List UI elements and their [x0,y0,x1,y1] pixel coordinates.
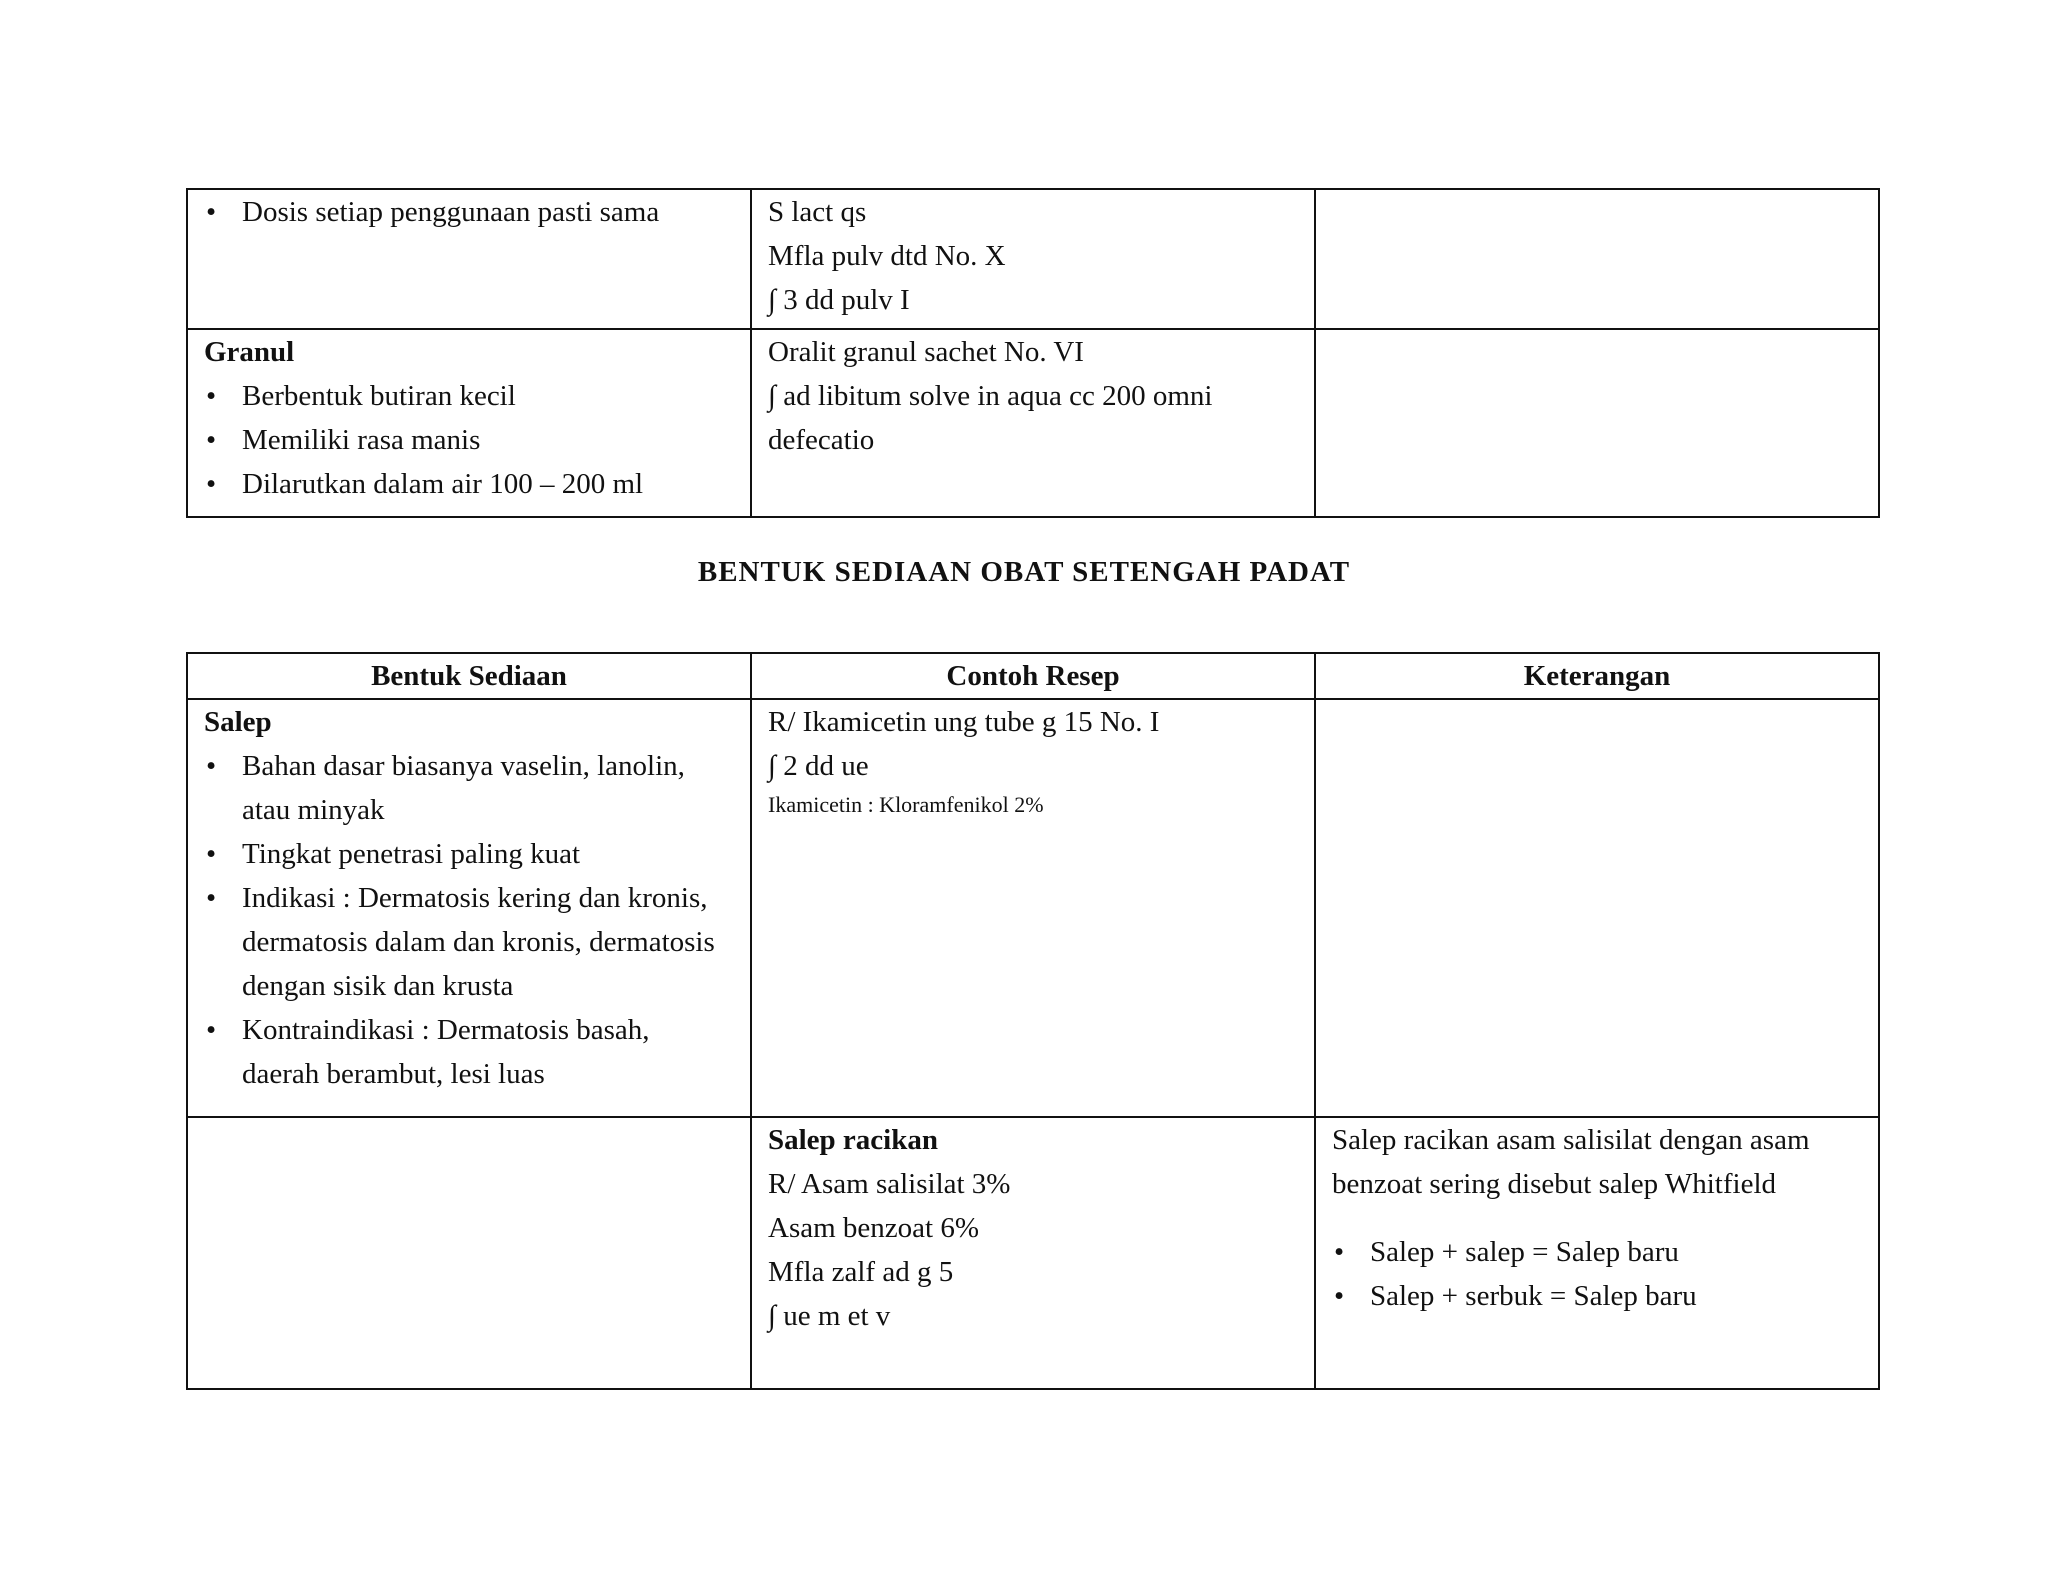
cell-keterangan [1315,189,1879,329]
table-setengah-padat [186,652,1880,1390]
resep-line: Mfla zalf ad g 5 [768,1256,954,1288]
spacer [1332,1206,1862,1230]
resep-line: ∫ 3 dd pulv I [768,284,910,316]
table-row [187,699,1879,1117]
list-item: • Kontraindikasi : Dermatosis basah, daerah berambut, lesi luas [242,1008,734,1096]
bullet-list [204,744,734,1096]
list-item: • Dilarutkan dalam air 100 – 200 ml [242,462,734,506]
bullet-list [204,374,734,506]
cell-bentuk [187,699,751,1117]
bentuk-title: Granul [204,336,295,368]
list-item: • Berbentuk butiran kecil [242,374,734,418]
resep-line: ∫ ue m et v [768,1300,891,1332]
list-item: • Bahan dasar biasanya vaselin, lanolin, atau minyak [242,744,734,832]
list-item: • Salep + salep = Salep baru [1370,1230,1862,1274]
resep-note: Ikamicetin : Kloramfenikol 2% [768,792,1044,817]
resep-title: Salep racikan [768,1124,938,1156]
bullet-list [204,190,734,234]
cell-bentuk [187,1117,751,1389]
section-heading: BENTUK SEDIAAN OBAT SETENGAH PADAT [697,556,1351,588]
resep-line: S lact qs [768,196,867,228]
table-continuation [186,188,1880,518]
header-contoh-resep: Contoh Resep [751,653,1315,699]
bullet-list [1332,1230,1862,1318]
cell-keterangan [1315,1117,1879,1389]
table-header-row [187,653,1879,699]
header-keterangan: Keterangan [1315,653,1879,699]
cell-keterangan [1315,329,1879,517]
cell-bentuk [187,189,751,329]
bentuk-title: Salep [204,706,272,738]
cell-resep [751,699,1315,1117]
resep-line: Oralit granul sachet No. VI [768,336,1084,368]
header-bentuk-sediaan: Bentuk Sediaan [187,653,751,699]
keterangan-text: Salep racikan asam salisilat dengan asam benzoat sering disebut salep Whitfield [1332,1124,1810,1200]
cell-resep [751,329,1315,517]
cell-keterangan [1315,699,1879,1117]
cell-resep [751,1117,1315,1389]
table-row [187,1117,1879,1389]
list-item: • Tingkat penetrasi paling kuat [242,832,734,876]
list-item: • Dosis setiap penggunaan pasti sama [242,190,734,234]
cell-resep [751,189,1315,329]
resep-line: R/ Ikamicetin ung tube g 15 No. I [768,706,1160,738]
resep-line: ∫ ad libitum solve in aqua cc 200 omni defecatio [768,380,1213,456]
resep-line: R/ Asam salisilat 3% [768,1168,1011,1200]
cell-bentuk [187,329,751,517]
resep-line: ∫ 2 dd ue [768,750,869,782]
list-item: • Indikasi : Dermatosis kering dan kronis, dermatosis dalam dan kronis, dermatosis dengan sisik dan krusta [242,876,734,1008]
list-item: • Memiliki rasa manis [242,418,734,462]
table-row [187,189,1879,329]
table-row [187,329,1879,517]
list-item: • Salep + serbuk = Salep baru [1370,1274,1862,1318]
resep-line: Mfla pulv dtd No. X [768,240,1006,272]
resep-line: Asam benzoat 6% [768,1212,979,1244]
